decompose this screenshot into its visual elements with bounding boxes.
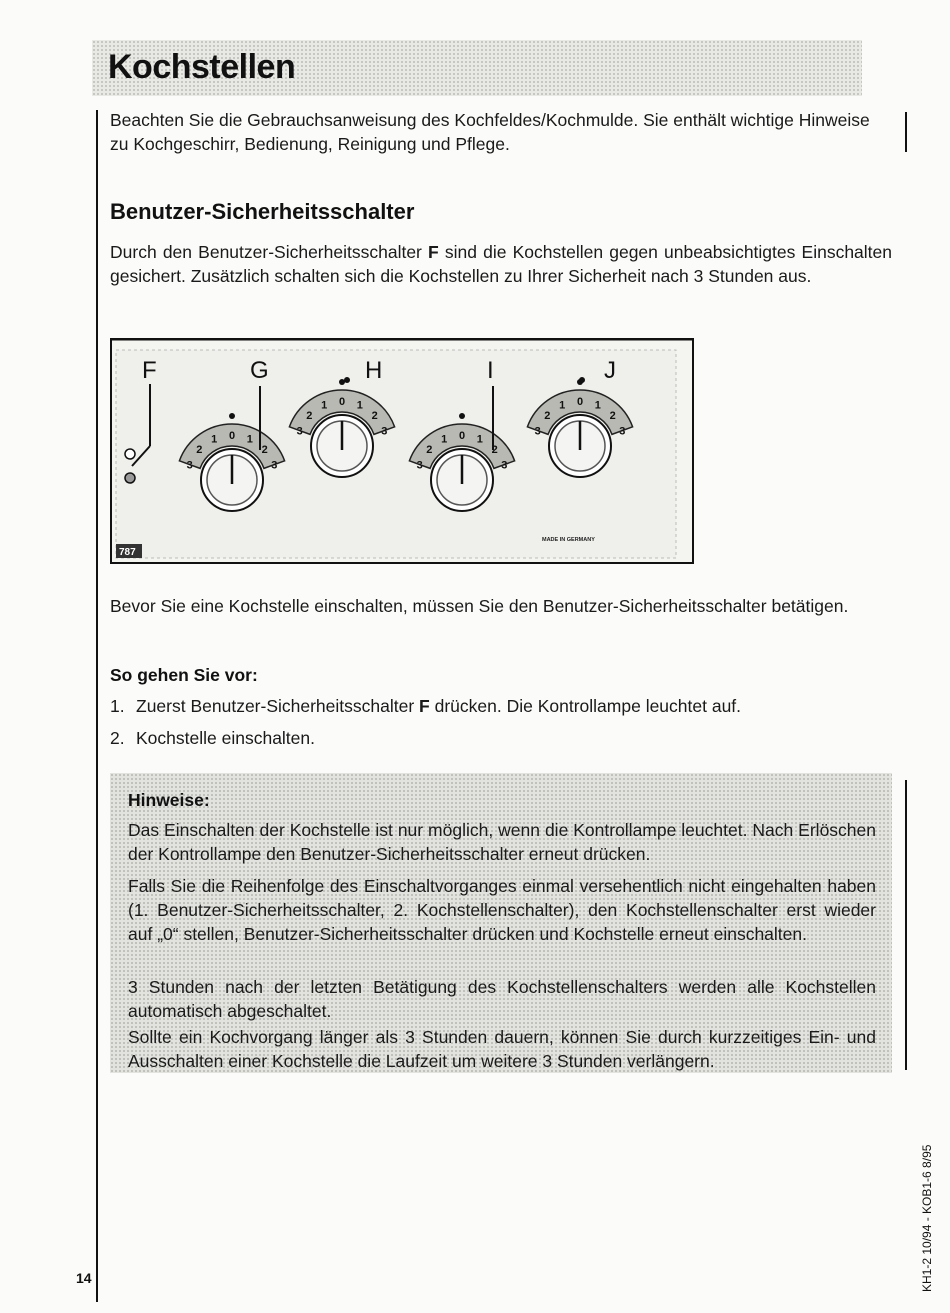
label-j: J — [604, 357, 616, 384]
knob-j-mark-2: 1 — [559, 399, 566, 412]
knob-j-mark-5: 2 — [609, 410, 616, 423]
steps-heading: So gehen Sie vor: — [110, 665, 258, 685]
safety-switch-paragraph — [110, 240, 892, 288]
section-heading: Benutzer-Sicherheitsschalter — [110, 199, 415, 224]
made-in-label: MADE IN GERMANY — [542, 537, 595, 543]
control-lamp — [125, 473, 135, 483]
figure-code: 787 — [119, 547, 136, 558]
label-i: I — [487, 357, 494, 384]
knob-i-mark-5: 2 — [491, 444, 498, 457]
switch-f-button — [125, 449, 135, 459]
knob-g-mark-0: 3 — [186, 459, 193, 472]
label-h: H — [365, 357, 383, 384]
knob-h-mark-0: 3 — [296, 425, 303, 438]
knob-j-mark-0: 3 — [534, 425, 541, 438]
note-3: 3 Stunden nach der letzten Betätigung des Kochstellenschalters werden alle Kochstellen automatisch abgeschaltet. — [128, 977, 876, 1021]
note-1: Das Einschalten der Kochstelle ist nur möglich, wenn die Kontrollampe leuchtet. Nach Erlöschen der Kontrollampe den Benutzer-Sicherheitsschalter erneut drücken. — [128, 820, 876, 864]
safety-switch-text-start: Durch den Benutzer-Sicherheitsschalter — [110, 242, 429, 262]
knob-g-mark-3: 0 — [228, 430, 236, 442]
step-1-letter: F — [419, 696, 430, 716]
knob-i-mark-3: 0 — [458, 430, 466, 442]
intro-paragraph: Beachten Sie die Gebrauchsanweisung des Kochfeldes/Kochmulde. Sie enthält wichtige Hinweise zu Kochgeschirr, Bedienung, Reinigung und Pflege. — [110, 110, 870, 154]
label-h-dot — [344, 377, 350, 383]
page-number: 14 — [76, 1270, 92, 1286]
step-2-text: Kochstelle einschalten. — [136, 728, 315, 748]
label-j-dot — [579, 377, 585, 383]
label-f: F — [142, 357, 157, 384]
knob-i-mark-4: 1 — [476, 433, 483, 446]
label-g: G — [250, 357, 269, 384]
right-margin-bar-middle — [905, 780, 907, 1070]
safety-switch-letter: F — [428, 242, 439, 262]
step-2-number: 2. — [110, 728, 125, 748]
document-code: KH1-2 10/94 - KOB1-6 8/95 — [920, 1144, 934, 1292]
knob-i-mark-1: 2 — [426, 444, 433, 457]
knob-g-index-dot — [229, 413, 235, 419]
knob-h-mark-3: 0 — [338, 396, 346, 408]
control-panel-figure — [110, 338, 694, 566]
knob-i-mark-6: 3 — [501, 459, 508, 472]
knob-g-mark-2: 1 — [211, 433, 218, 446]
right-margin-bar-top — [905, 112, 907, 152]
knob-h-mark-2: 1 — [321, 399, 328, 412]
page-title: Kochstellen — [108, 48, 296, 86]
knob-j-mark-1: 2 — [544, 410, 551, 423]
knob-j-mark-4: 1 — [594, 399, 601, 412]
note-4: Sollte ein Kochvorgang länger als 3 Stunden dauern, können Sie durch kurzzeitiges Ein- und Ausschalten einer Kochstelle die Laufzeit um weitere 3 Stunden verlängern. — [128, 1027, 876, 1071]
notes-title: Hinweise: — [128, 790, 210, 810]
step-1-text-start: Zuerst Benutzer-Sicherheitsschalter — [136, 696, 420, 716]
step-2 — [110, 726, 900, 750]
knob-i-index-dot — [459, 413, 465, 419]
knob-g-mark-1: 2 — [196, 444, 203, 457]
knob-g-mark-6: 3 — [271, 459, 278, 472]
knob-h-mark-4: 1 — [356, 399, 363, 412]
knob-h-mark-6: 3 — [381, 425, 388, 438]
knob-j-mark-6: 3 — [619, 425, 626, 438]
knob-g-mark-4: 1 — [246, 433, 253, 446]
step-1-number: 1. — [110, 696, 125, 716]
steps-list — [110, 694, 900, 758]
left-margin-bar — [96, 110, 98, 1302]
knob-h-mark-1: 2 — [306, 410, 313, 423]
step-1-text-end: drücken. Die Kontrollampe leuchtet auf. — [429, 696, 742, 716]
knob-i-mark-0: 3 — [416, 459, 423, 472]
note-2: Falls Sie die Reihenfolge des Einschaltvorganges einmal versehentlich nicht eingehalten haben (1. Benutzer-Sicherheitsschalter, 2. Kochstellenschalter), den Kochstellenschalter erst wieder auf „0“ stellen, Benutzer-Sicherheitsschalter drücken und Kochstelle erneut einschalten. — [128, 876, 876, 944]
before-switching-paragraph: Bevor Sie eine Kochstelle einschalten, müssen Sie den Benutzer-Sicherheitsschalter betätigen. — [110, 596, 849, 616]
knob-g-mark-5: 2 — [261, 444, 268, 457]
knob-j-mark-3: 0 — [576, 396, 584, 408]
safety-switch-text-end: sind die Kochstellen gegen unbeabsichtigtes Einschalten gesichert. Zusätzlich schalten sich die Kochstellen zu Ihrer Sicherheit nach 3 Stunden aus. — [110, 242, 892, 286]
knob-i-mark-2: 1 — [441, 433, 448, 446]
knob-h-mark-5: 2 — [371, 410, 378, 423]
step-1 — [110, 694, 900, 718]
